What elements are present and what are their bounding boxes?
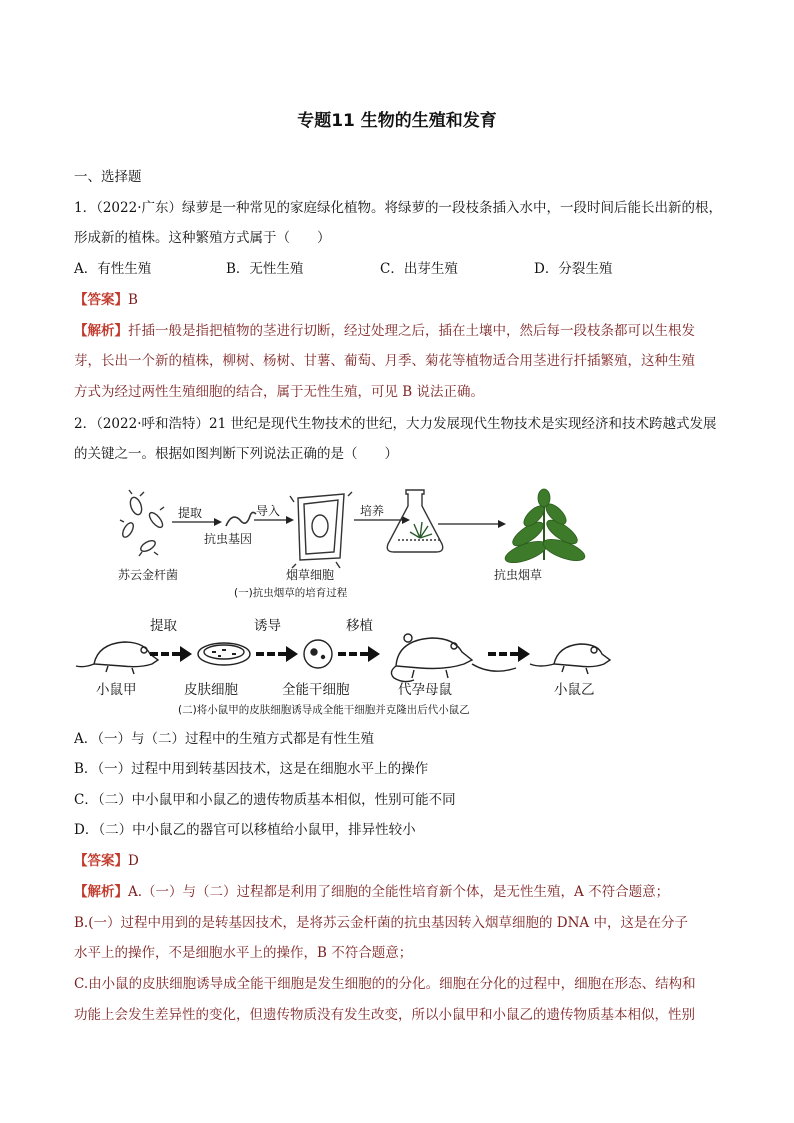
q2-analysis-a-text: A.（一）与（二）过程都是利用了细胞的全能性培育新个体，是无性生殖，A 不符合题意；	[128, 884, 670, 900]
q2-option-b: B．（一）过程中用到转基因技术，这是在细胞水平上的操作	[74, 761, 429, 777]
culture-flask-icon	[387, 490, 443, 552]
q1-option-b: B．无性生殖	[226, 261, 304, 277]
label-surrogate: 代孕母鼠	[398, 682, 452, 698]
label-transplant: 移植	[346, 618, 373, 634]
label-mouse-b: 小鼠乙	[554, 682, 595, 698]
label-gene: 抗虫基因	[204, 532, 253, 546]
q2-option-d: D．（二）中小鼠乙的器官可以移植给小鼠甲，排异性较小	[74, 822, 416, 838]
q2-analysis-c-line2: 功能上会发生差异性的变化，但遗传物质没有发生改变，所以小鼠甲和小鼠乙的遗传物质基本相似，性别	[74, 1007, 695, 1023]
q2-analysis-c-line1: C.由小鼠的皮肤细胞诱导成全能干细胞是发生细胞的的分化。细胞在分化的过程中，细胞在形态、结构和	[74, 976, 696, 992]
stem-cell-icon	[304, 640, 332, 668]
tobacco-plant-icon	[503, 489, 588, 567]
q1-option-c: C．出芽生殖	[380, 261, 458, 277]
surrogate-mouse-icon	[391, 634, 516, 682]
q2-analysis-a	[74, 881, 734, 903]
label-skin-cell: 皮肤细胞	[184, 682, 238, 698]
mouse-a-icon	[76, 642, 158, 674]
tobacco-cell-icon	[290, 492, 352, 568]
page-title: 专题11 生物的生殖和发育	[297, 111, 497, 131]
gene-icon	[226, 512, 256, 526]
q1-answer	[74, 289, 734, 311]
label-import: 导入	[256, 504, 281, 518]
label-stem-cell: 全能干细胞	[282, 682, 350, 698]
petri-dish-icon	[198, 643, 250, 665]
row1-caption: (一)抗虫烟草的培育过程	[234, 587, 348, 599]
label-induce: 诱导	[254, 618, 281, 634]
q2-figure	[74, 486, 634, 718]
label-bacteria: 苏云金杆菌	[118, 568, 179, 582]
q2-analysis-b-line2: 水平上的操作，不是细胞水平上的操作，B 不符合题意；	[74, 945, 413, 961]
section-heading: 一、选择题	[74, 169, 142, 185]
q2-stem-line2: 的关键之一。根据如图判断下列说法正确的是（ ）	[74, 446, 398, 462]
row2-caption: (二)将小鼠甲的皮肤细胞诱导成全能干细胞并克隆出后代小鼠乙	[178, 704, 470, 716]
q1-stem-line1: 1．（2022·广东）绿萝是一种常见的家庭绿化植物。将绿萝的一段枝条插入水中，一段时间后能长出新的根，	[74, 200, 722, 216]
q1-analysis-line3: 方式为经过两性生殖细胞的结合，属于无性生殖，可见 B 说法正确。	[74, 384, 485, 400]
q2-answer-value: D	[128, 853, 139, 869]
label-extract-2: 提取	[150, 618, 177, 634]
q2-analysis-b-line1: B.(一）过程中用到的是转基因技术，是将苏云金杆菌的抗虫基因转入烟草细胞的 DNA 中，这是在分子	[74, 915, 688, 931]
q1-analysis-line1	[74, 320, 734, 342]
label-tobacco-plant: 抗虫烟草	[494, 568, 543, 582]
q2-option-c: C．（二）中小鼠甲和小鼠乙的遗传物质基本相似，性别可能不同	[74, 792, 456, 808]
bacteria-icon	[120, 490, 165, 556]
q1-answer-tag: 【答案】	[74, 292, 128, 308]
mouse-b-icon	[530, 644, 610, 674]
q1-answer-value: B	[128, 292, 138, 308]
q2-answer-tag: 【答案】	[74, 853, 128, 869]
q1-analysis-line2: 芽，长出一个新的植株，柳树、杨树、甘薯、葡萄、月季、菊花等植物适合用茎进行扦插繁殖，这种生殖	[74, 353, 695, 369]
q2-figure-drawing	[74, 486, 634, 718]
label-culture: 培养	[360, 504, 385, 518]
q2-answer	[74, 850, 734, 872]
label-tobacco-cell: 烟草细胞	[286, 568, 335, 582]
q1-analysis-text1: 扦插一般是指把植物的茎进行切断，经过处理之后，插在土壤中，然后每一段枝条都可以生根发	[128, 323, 695, 339]
label-mouse-a: 小鼠甲	[96, 682, 137, 698]
q1-stem-line2: 形成新的植株。这种繁殖方式属于（ ）	[74, 230, 331, 246]
q2-option-a: A．（一）与（二）过程中的生殖方式都是有性生殖	[74, 731, 374, 747]
q1-analysis-tag: 【解析】	[74, 323, 128, 339]
q1-option-d: D．分裂生殖	[534, 261, 613, 277]
q1-option-a: A．有性生殖	[74, 261, 152, 277]
label-extract-1: 提取	[178, 506, 203, 520]
q2-stem-line1: 2．（2022·呼和浩特）21 世纪是现代生物技术的世纪，大力发展现代生物技术是实现经济和技术跨越式发展	[74, 416, 717, 432]
q2-analysis-tag: 【解析】	[74, 884, 128, 900]
